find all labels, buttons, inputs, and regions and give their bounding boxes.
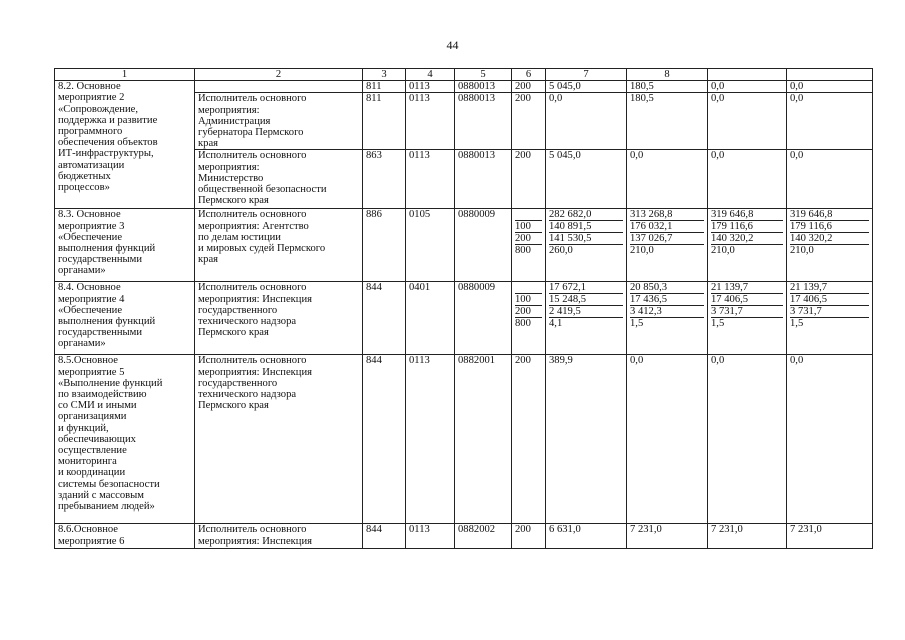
value-cell: 6 631,0 xyxy=(546,524,627,549)
code-cell: 0113 xyxy=(406,93,455,150)
code-cell: 0880009 xyxy=(455,282,512,355)
executor-cell xyxy=(195,81,363,93)
value-cell: 0,0 xyxy=(708,93,787,150)
value-cell: 180,5 xyxy=(627,81,708,93)
header-cell: 6 xyxy=(512,69,546,81)
header-cell: 7 xyxy=(546,69,627,81)
header-cell: 8 xyxy=(627,69,708,81)
code-cell: 886 xyxy=(363,209,406,282)
code-cell: 0113 xyxy=(406,524,455,549)
header-cell xyxy=(708,69,787,81)
table-row xyxy=(55,524,873,549)
value-cell: 21 139,7 17 406,5 3 731,7 1,5 xyxy=(708,282,787,355)
table-row xyxy=(55,209,873,282)
code-cell: 0113 xyxy=(406,355,455,524)
code-cell: 0882002 xyxy=(455,524,512,549)
expense-type-cell: 200 xyxy=(512,524,546,549)
code-cell: 0105 xyxy=(406,209,455,282)
value-cell: 319 646,8 179 116,6 140 320,2 210,0 xyxy=(708,209,787,282)
header-cell: 1 xyxy=(55,69,195,81)
value-cell: 20 850,3 17 436,5 3 412,3 1,5 xyxy=(627,282,708,355)
header-cell: 3 xyxy=(363,69,406,81)
value-cell: 17 672,1 15 248,5 2 419,5 4,1 xyxy=(546,282,627,355)
executor-cell: Исполнитель основного мероприятия: Инспекция государственного технического надзора Пермского края xyxy=(195,282,363,355)
value-cell: 319 646,8 179 116,6 140 320,2 210,0 xyxy=(787,209,873,282)
expense-type-cell: 100 200 800 xyxy=(512,282,546,355)
value-cell: 0,0 xyxy=(787,150,873,209)
header-cell: 5 xyxy=(455,69,512,81)
table-row xyxy=(55,81,873,93)
value-cell: 0,0 xyxy=(627,150,708,209)
code-cell: 200 xyxy=(512,93,546,150)
table-header-row xyxy=(55,69,873,81)
expense-type-cell: 100 200 800 xyxy=(512,209,546,282)
code-cell: 0880009 xyxy=(455,209,512,282)
code-cell: 844 xyxy=(363,355,406,524)
code-cell: 863 xyxy=(363,150,406,209)
page-number: 44 xyxy=(446,38,459,52)
table-row xyxy=(55,282,873,355)
value-cell: 313 268,8 176 032,1 137 026,7 210,0 xyxy=(627,209,708,282)
value-cell: 0,0 xyxy=(546,93,627,150)
code-cell: 0880013 xyxy=(455,81,512,93)
value-cell: 0,0 xyxy=(708,150,787,209)
code-cell: 200 xyxy=(512,81,546,93)
executor-cell: Исполнитель основного мероприятия: Агентство по делам юстиции и мировых судей Пермского края xyxy=(195,209,363,282)
executor-cell: Исполнитель основного мероприятия: Администрация губернатора Пермского края xyxy=(195,93,363,150)
measure-name-cell: 8.2. Основное мероприятие 2 «Сопровождение, поддержка и развитие программного обеспечения объектов ИТ-инфраструктуры, автоматизации бюджетных процессов» xyxy=(55,81,195,209)
table-row xyxy=(55,355,873,524)
expense-type-cell: 200 xyxy=(512,355,546,524)
code-cell: 0401 xyxy=(406,282,455,355)
code-cell: 0113 xyxy=(406,81,455,93)
code-cell: 200 xyxy=(512,150,546,209)
value-cell: 7 231,0 xyxy=(708,524,787,549)
value-cell: 7 231,0 xyxy=(627,524,708,549)
value-cell: 21 139,7 17 406,5 3 731,7 1,5 xyxy=(787,282,873,355)
value-cell: 7 231,0 xyxy=(787,524,873,549)
header-cell xyxy=(787,69,873,81)
executor-cell: Исполнитель основного мероприятия: Инспекция xyxy=(195,524,363,549)
value-cell: 5 045,0 xyxy=(546,150,627,209)
code-cell: 811 xyxy=(363,81,406,93)
measure-name-cell: 8.3. Основное мероприятие 3 «Обеспечение выполнения функций государственными органами» xyxy=(55,209,195,282)
value-cell: 0,0 xyxy=(787,93,873,150)
value-cell: 180,5 xyxy=(627,93,708,150)
measure-name-cell: 8.5.Основное мероприятие 5 «Выполнение функций по взаимодействию со СМИ и иными организациями и функций, обеспечивающих осуществление мониторинга и координации системы безопасности зданий с массовым пребыванием людей» xyxy=(55,355,195,524)
code-cell: 0880013 xyxy=(455,93,512,150)
value-cell: 0,0 xyxy=(787,355,873,524)
code-cell: 844 xyxy=(363,282,406,355)
value-cell: 282 682,0 140 891,5 141 530,5 260,0 xyxy=(546,209,627,282)
measure-name-cell: 8.6.Основное мероприятие 6 xyxy=(55,524,195,549)
executor-cell: Исполнитель основного мероприятия: Инспекция государственного технического надзора Пермского края xyxy=(195,355,363,524)
code-cell: 0882001 xyxy=(455,355,512,524)
measure-name-cell: 8.4. Основное мероприятие 4 «Обеспечение выполнения функций государственными органами» xyxy=(55,282,195,355)
executor-cell: Исполнитель основного мероприятия: Министерство общественной безопасности Пермского края xyxy=(195,150,363,209)
value-cell: 389,9 xyxy=(546,355,627,524)
budget-table xyxy=(54,68,873,549)
code-cell: 0880013 xyxy=(455,150,512,209)
header-cell: 2 xyxy=(195,69,363,81)
code-cell: 844 xyxy=(363,524,406,549)
value-cell: 0,0 xyxy=(787,81,873,93)
value-cell: 0,0 xyxy=(627,355,708,524)
header-cell: 4 xyxy=(406,69,455,81)
code-cell: 811 xyxy=(363,93,406,150)
value-cell: 5 045,0 xyxy=(546,81,627,93)
value-cell: 0,0 xyxy=(708,355,787,524)
value-cell: 0,0 xyxy=(708,81,787,93)
code-cell: 0113 xyxy=(406,150,455,209)
